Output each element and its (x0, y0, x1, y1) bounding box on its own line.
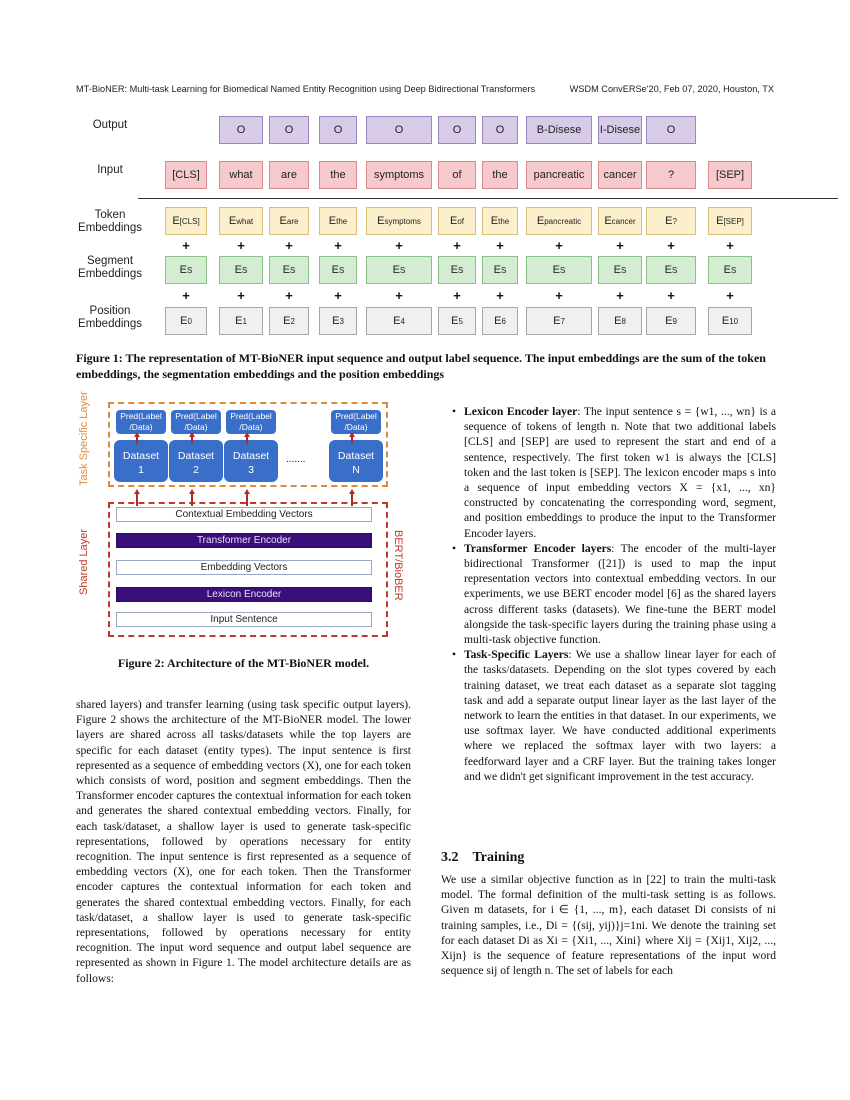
embedding-base: E (665, 315, 673, 327)
token-embedding-cell (165, 207, 207, 235)
embedding-base: E (282, 264, 290, 276)
plus-sign: + (616, 238, 624, 253)
embedding-base: E (716, 215, 724, 227)
embedding-subscript: 6 (501, 316, 506, 326)
dataset-label: Dataset (337, 450, 375, 462)
position-embedding-cell (269, 307, 309, 335)
ellipsis: ....... (286, 454, 306, 465)
segment-embedding-cell (219, 256, 263, 284)
embedding-subscript: S (621, 265, 627, 275)
position-embedding-cell (219, 307, 263, 335)
embedding-base: E (377, 215, 385, 227)
embedding-subscript: 2 (290, 316, 295, 326)
output-label-cell: O (319, 116, 357, 144)
figure-1-input-representation (76, 110, 776, 342)
row-label-input: Input (97, 164, 123, 176)
embedding-base: E (172, 215, 180, 227)
embedding-base: E (450, 264, 458, 276)
plus-sign: + (395, 238, 403, 253)
input-token-cell: ? (646, 161, 696, 189)
embedding-base: E (393, 315, 401, 327)
embedding-subscript: are (286, 216, 299, 226)
embedding-subscript: 10 (729, 316, 739, 326)
bullet-title: Transformer Encoder layers (464, 541, 612, 555)
embedding-subscript: S (672, 265, 678, 275)
embedding-subscript: ? (672, 216, 677, 226)
embedding-base: E (449, 215, 458, 227)
position-embedding-cell (438, 307, 476, 335)
output-label-cell: B-Disese (526, 116, 592, 144)
embedding-subscript: pancreatic (544, 216, 582, 226)
plus-sign: + (182, 238, 190, 253)
embedding-base: E (283, 315, 291, 327)
input-token-cell: what (219, 161, 263, 189)
embedding-subscript: S (731, 265, 737, 275)
plus-sign: + (334, 288, 342, 303)
row-label-token: Token Embeddings (78, 209, 142, 234)
token-embedding-cell (598, 207, 642, 235)
plus-sign: + (555, 288, 563, 303)
training-paragraph: We use a similar objective function as in [22] to train the multi-task model. The formal definition of the multi-task setting is as follows. Given m datasets, for i ∈ {1, ..., m}, each dataset Di consists of ni training samples, i.e., Di = {(sij, yij)}j=1ni. We denote the training set for each dataset Di as Xi = {Xi1, ..., Xini} where Xij = {Xij1, Xij2, ..., Xijn} is the sequence of feature representations of the input word sequence sij of length n. The set of labels for each (441, 873, 776, 978)
embedding-base: E (180, 315, 188, 327)
embedding-subscript: the (498, 216, 510, 226)
input-token-cell: are (269, 161, 309, 189)
plus-sign: + (285, 238, 293, 253)
position-embedding-cell (319, 307, 357, 335)
running-header-venue: WSDM ConvERSe'20, Feb 07, 2020, Houston, TX (569, 84, 774, 94)
position-embedding-cell (366, 307, 432, 335)
dataset-box (224, 440, 278, 482)
bert-label: BERT/BioBER (392, 530, 404, 601)
plus-sign: + (496, 288, 504, 303)
arrow-shaft (246, 493, 248, 506)
dataset-number: N (352, 464, 360, 476)
dataset-box (329, 440, 383, 482)
prediction-box: Pred(Label /Data) (116, 410, 166, 434)
segment-embedding-cell (165, 256, 207, 284)
embedding-subscript: S (560, 265, 566, 275)
arrow-head (244, 432, 250, 437)
arrow-shaft (351, 493, 353, 506)
position-embedding-cell (526, 307, 592, 335)
token-embedding-cell (366, 207, 432, 235)
bullet-transformer-encoder (454, 541, 776, 647)
embedding-subscript: 1 (242, 316, 247, 326)
dataset-label: Dataset (177, 450, 215, 462)
row-label-output: Output (92, 119, 128, 131)
segment-embedding-cell (269, 256, 309, 284)
running-header-title: MT-BioNER: Multi-task Learning for Biomedical Named Entity Recognition using Deep Bidirectional Transformers (76, 84, 536, 94)
dataset-number: 3 (248, 464, 254, 476)
embedding-base: E (234, 264, 242, 276)
task-specific-label: Task Specific Layer (78, 391, 90, 486)
plus-sign: + (667, 288, 675, 303)
embedding-base: E (332, 315, 340, 327)
bullet-title: Lexicon Encoder layer (464, 405, 578, 418)
bullet-title: Task-Specific Layers (464, 648, 569, 662)
input-token-cell: symptoms (366, 161, 432, 189)
embedding-subscript: S (458, 265, 464, 275)
embedding-base: E (614, 315, 622, 327)
embedding-base: E (553, 315, 561, 327)
segment-embedding-cell (319, 256, 357, 284)
embedding-subscript: S (290, 265, 296, 275)
embedding-base: E (279, 215, 287, 227)
input-token-cell: cancer (598, 161, 642, 189)
position-embedding-cell (646, 307, 696, 335)
bullet-text: : We use a shallow linear layer for each of the tasks/datasets. Depending on the slot types covered by each training dataset, we treat each dataset as a separate slot tagging task and add a separate output linear layer as the last layer of the network to learn the entities in that dataset. In our experiments, we use softmax layer. We have conducted additional experiments where we replaced the softmax layer with two layers: a feedforward layer and a CRF layer. But the training takes longer and we didn't get significant improvement in the test accuracy. (464, 648, 776, 783)
dataset-box (114, 440, 168, 482)
embedding-subscript: [CLS] (179, 216, 200, 226)
token-embedding-cell (269, 207, 309, 235)
dataset-label: Dataset (232, 450, 270, 462)
separator-line (138, 198, 838, 199)
token-embedding-cell (708, 207, 752, 235)
output-label-cell: O (646, 116, 696, 144)
embedding-subscript: 9 (672, 316, 677, 326)
token-embedding-cell (319, 207, 357, 235)
segment-embedding-cell (708, 256, 752, 284)
embedding-base: E (179, 264, 187, 276)
embedding-base: E (664, 264, 672, 276)
plus-sign: + (726, 288, 734, 303)
training-body (441, 872, 776, 978)
plus-sign: + (496, 238, 504, 253)
embedding-base: E (328, 215, 337, 227)
embedding-subscript: S (400, 265, 406, 275)
bullet-lexicon-encoder (454, 404, 776, 541)
token-embedding-cell (526, 207, 592, 235)
prediction-box: Pred(Label /Data) (171, 410, 221, 434)
output-label-cell: O (269, 116, 309, 144)
plus-sign: + (453, 288, 461, 303)
position-embedding-cell (165, 307, 207, 335)
position-embedding-cell (598, 307, 642, 335)
dataset-box (169, 440, 223, 482)
right-column-body (454, 404, 776, 784)
embedding-base: E (490, 215, 499, 227)
input-token-cell: of (438, 161, 476, 189)
plus-sign: + (667, 238, 675, 253)
input-token-cell: the (319, 161, 357, 189)
output-label-cell: O (366, 116, 432, 144)
embedding-base: E (228, 215, 237, 227)
embedding-subscript: S (339, 265, 345, 275)
plus-sign: + (453, 238, 461, 253)
row-label-segment: Segment Embeddings (78, 255, 142, 280)
plus-sign: + (285, 288, 293, 303)
plus-sign: + (334, 238, 342, 253)
embedding-subscript: 5 (458, 316, 463, 326)
section-number: 3.2 (441, 850, 459, 865)
segment-embedding-cell (646, 256, 696, 284)
output-label-cell: I-Disese (598, 116, 642, 144)
dataset-number: 1 (138, 464, 144, 476)
arrow-head (134, 432, 140, 437)
embedding-subscript: 0 (187, 316, 192, 326)
embedding-base: E (552, 264, 560, 276)
embedding-base: E (536, 215, 545, 227)
dataset-label: Dataset (122, 450, 160, 462)
arrow-shaft (351, 436, 353, 444)
embedding-base: E (235, 315, 243, 327)
segment-embedding-cell (438, 256, 476, 284)
contextual-embedding-vectors: Contextual Embedding Vectors (116, 507, 372, 522)
embedding-base: E (723, 264, 731, 276)
dataset-number: 2 (193, 464, 199, 476)
embedding-vectors: Embedding Vectors (116, 560, 372, 575)
output-label-cell: O (219, 116, 263, 144)
embedding-base: E (392, 264, 400, 276)
shared-label: Shared Layer (78, 528, 90, 595)
arrow-head (189, 489, 195, 494)
input-token-cell: pancreatic (526, 161, 592, 189)
segment-embedding-cell (482, 256, 518, 284)
embedding-base: E (451, 315, 459, 327)
plus-sign: + (237, 288, 245, 303)
embedding-base: E (331, 264, 339, 276)
arrow-shaft (136, 493, 138, 506)
embedding-subscript: the (336, 216, 348, 226)
bullet-task-specific (454, 647, 776, 784)
arrow-head (349, 489, 355, 494)
output-label-cell: O (482, 116, 518, 144)
embedding-subscript: 4 (400, 316, 405, 326)
arrow-head (134, 489, 140, 494)
arrow-shaft (136, 436, 138, 444)
embedding-subscript: 7 (560, 316, 565, 326)
bullet-text: : The input sentence s = {w1, ..., wn} is a sequence of tokens of length n. Note that two additional labels [CLS] and [SEP] are used to represent the start and end of a sentence, respectively. The first token w1 is always the [CLS] token and the last token is [SEP]. The lexicon encoder maps s into a sequence of input embedding vectors X = {x1, ..., xn} constructed by concatenating the corresponding word, segment, and position embeddings to produce the input to the Transformer Encoder layers. (464, 405, 776, 540)
transformer-encoder: Transformer Encoder (116, 533, 372, 548)
embedding-subscript: [SEP] (723, 216, 744, 226)
embedding-subscript: of (457, 216, 464, 226)
embedding-base: E (721, 315, 730, 327)
left-column-body (76, 697, 411, 986)
plus-sign: + (726, 238, 734, 253)
embedding-subscript: S (187, 265, 193, 275)
embedding-subscript: cancer (611, 216, 636, 226)
token-embedding-cell (219, 207, 263, 235)
embedding-subscript: 8 (621, 316, 626, 326)
token-embedding-cell (438, 207, 476, 235)
embedding-subscript: what (236, 216, 254, 226)
row-label-position: Position Embeddings (78, 305, 142, 330)
embedding-subscript: S (501, 265, 507, 275)
embedding-subscript: 3 (339, 316, 344, 326)
embedding-base: E (665, 215, 673, 227)
segment-embedding-cell (526, 256, 592, 284)
segment-embedding-cell (366, 256, 432, 284)
plus-sign: + (237, 238, 245, 253)
input-token-cell: [SEP] (708, 161, 752, 189)
section-heading (441, 850, 776, 866)
lexicon-encoder: Lexicon Encoder (116, 587, 372, 602)
section-title: Training (472, 850, 525, 865)
arrow-head (244, 489, 250, 494)
embedding-subscript: symptoms (384, 216, 421, 226)
body-paragraph: shared layers) and transfer learning (using task specific output layers). Figure 2 shows the architecture of the MT-BioNER model. The lower layers are shared across all tasks/datasets while the top layers are specific for each dataset (entity types). The input sentence is first represented as a sequence of embedding vectors (X), one for each token which consists of word, position and segment embeddings. Then the Transformer encoder captures the contextual information for each token and generates the shared contextual embedding vectors. Finally, for each task/dataset, a shallow layer is used to generate task-specific representations, followed by operations necessary for entity recognition. The input sentence is first represented as a sequence of embedding vectors (X), one for each token. Then the Transformer encoder captures the contextual information for each token and generates the shared contextual embedding vectors. Finally, for each task/dataset, a shallow layer is used to generate task-specific representations, followed by operations necessary for entity recognition. The input word sequence and output label sequence are represented as shown in Figure 1. The model architecture details are as follows: (76, 698, 411, 985)
input-token-cell: [CLS] (165, 161, 207, 189)
arrow-shaft (191, 436, 193, 444)
token-embedding-cell (646, 207, 696, 235)
arrow-head (189, 432, 195, 437)
plus-sign: + (182, 288, 190, 303)
figure-2-architecture (76, 391, 411, 650)
position-embedding-cell (708, 307, 752, 335)
output-label-cell: O (438, 116, 476, 144)
embedding-subscript: S (242, 265, 248, 275)
bullet-text: : The encoder of the multi-layer bidirectional Transformer ([21]) is used to map the input representation vectors into contextual embedding vectors. In our experiments, we use BERT encoder model [6] as the shared layers across different tasks (datasets). We fine-tune the BERT model alongside the task-specific layers during the training phase using a multi-task objective function. (464, 541, 776, 647)
plus-sign: + (395, 288, 403, 303)
input-sentence: Input Sentence (116, 612, 372, 627)
embedding-base: E (494, 315, 502, 327)
figure-2-caption: Figure 2: Architecture of the MT-BioNER model. (117, 656, 370, 670)
plus-sign: + (616, 288, 624, 303)
prediction-box: Pred(Label /Data) (226, 410, 276, 434)
position-embedding-cell (482, 307, 518, 335)
arrow-shaft (246, 436, 248, 444)
prediction-box: Pred(Label /Data) (331, 410, 381, 434)
token-embedding-cell (482, 207, 518, 235)
arrow-shaft (191, 493, 193, 506)
plus-sign: + (555, 238, 563, 253)
embedding-base: E (493, 264, 501, 276)
arrow-head (349, 432, 355, 437)
input-token-cell: the (482, 161, 518, 189)
embedding-base: E (613, 264, 621, 276)
segment-embedding-cell (598, 256, 642, 284)
embedding-base: E (604, 215, 612, 227)
figure-1-caption: Figure 1: The representation of MT-BioNER input sequence and output label sequence. The input embeddings are the sum of the token embeddings, the segmentation embeddings and the position embeddings (76, 351, 766, 381)
